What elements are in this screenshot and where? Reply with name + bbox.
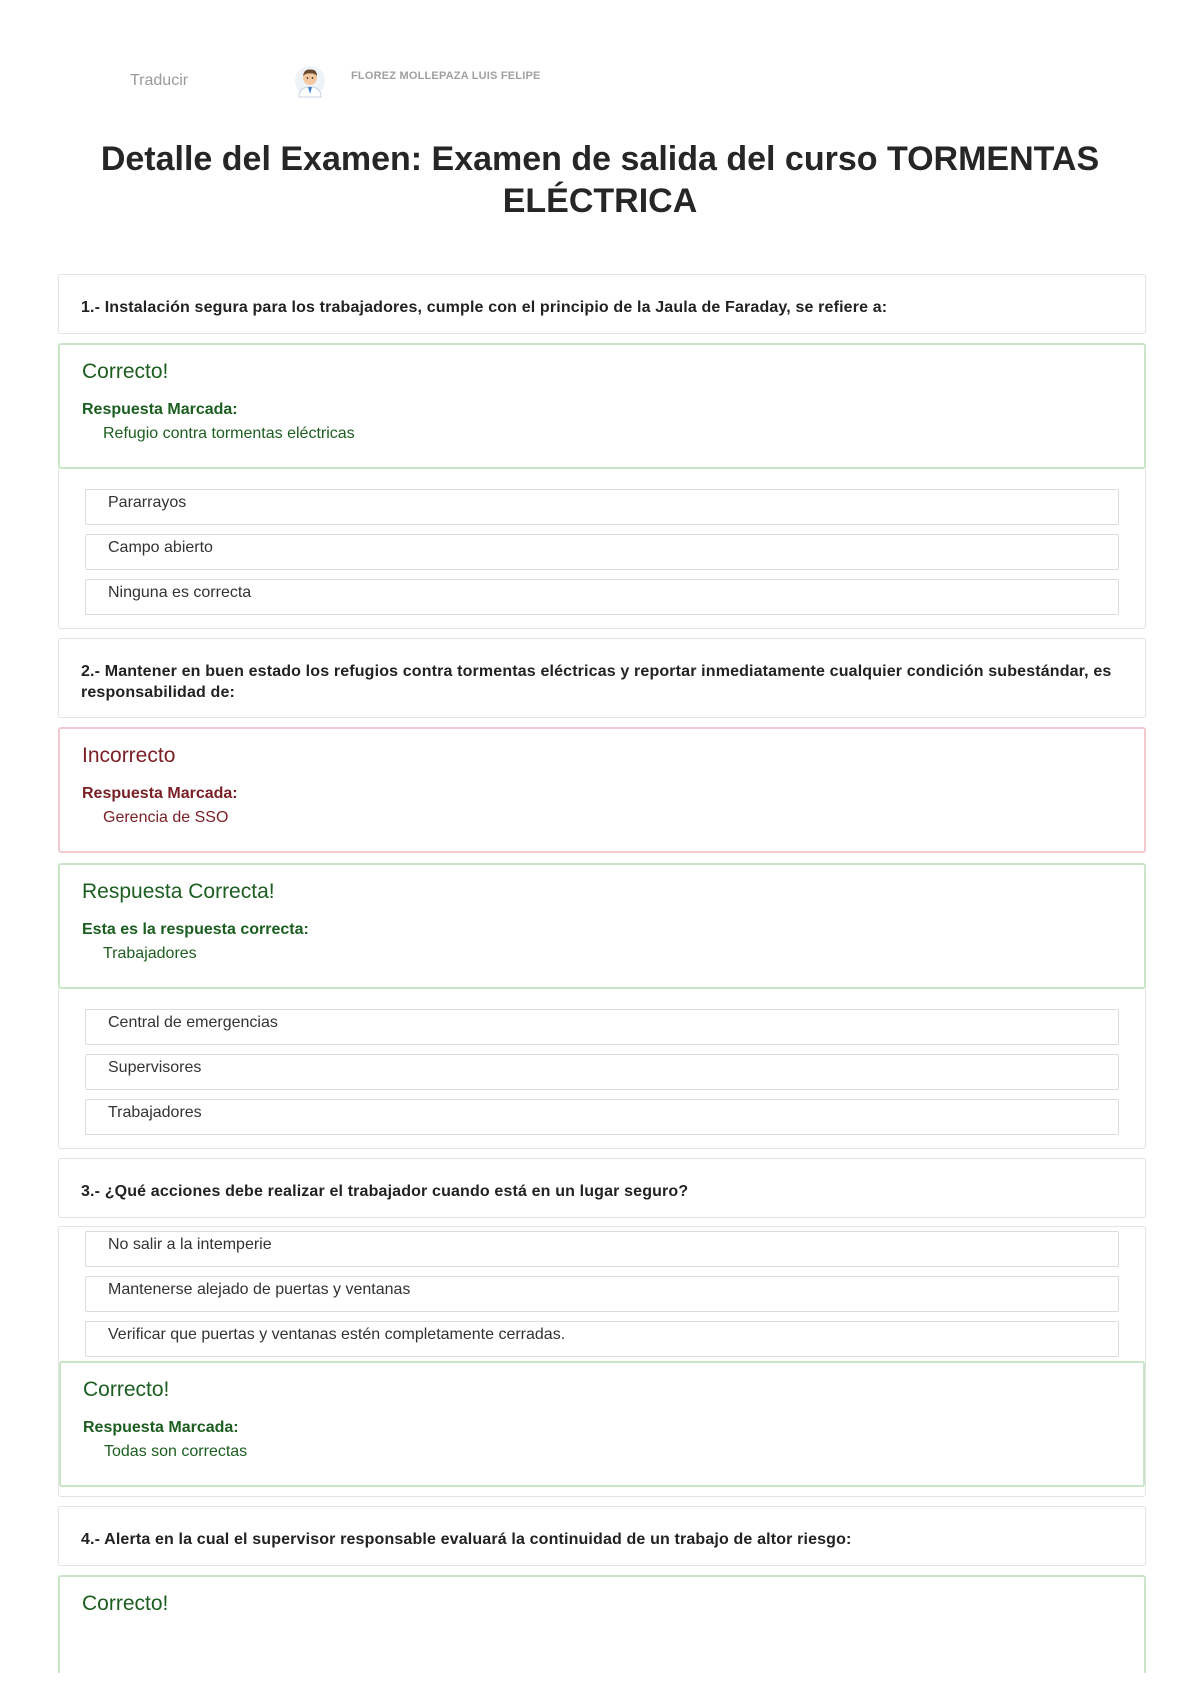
question-3-text: 3.- ¿Qué acciones debe realizar el trabajador cuando está en un lugar seguro?: [81, 1183, 689, 1200]
result-title: Correcto!: [82, 1592, 169, 1615]
marked-answer-label: Respuesta Marcada:: [82, 401, 238, 418]
user-name[interactable]: FLOREZ MOLLEPAZA LUIS FELIPE: [351, 70, 541, 82]
question-4-result-correct: [58, 1575, 1146, 1673]
result-title: Correcto!: [82, 360, 169, 383]
option-item[interactable]: Pararrayos: [85, 489, 1119, 525]
question-1-options: [58, 469, 1146, 629]
question-2-result-incorrect: [58, 727, 1146, 853]
correct-answer-label: Esta es la respuesta correcta:: [82, 921, 309, 938]
question-2: [58, 638, 1146, 718]
question-3-options: [58, 1226, 1146, 1497]
question-2-correct-answer: [58, 863, 1146, 989]
question-4: [58, 1506, 1146, 1566]
question-1-result-correct: [58, 343, 1146, 469]
question-3: [58, 1158, 1146, 1218]
option-item[interactable]: Verificar que puertas y ventanas estén completamente cerradas.: [85, 1321, 1119, 1357]
translate-link[interactable]: Traducir: [130, 72, 189, 89]
user-avatar-icon[interactable]: [294, 64, 326, 98]
marked-answer: Todas son correctas: [104, 1443, 248, 1460]
option-item[interactable]: Supervisores: [85, 1054, 1119, 1090]
option-item[interactable]: Mantenerse alejado de puertas y ventanas: [85, 1276, 1119, 1312]
question-2-text: 2.- Mantener en buen estado los refugios contra tormentas eléctricas y reportar inmediatamente cualquier condición subestándar, es responsabilidad de:: [81, 663, 1112, 701]
question-2-options: [58, 989, 1146, 1149]
option-item[interactable]: Ninguna es correcta: [85, 579, 1119, 615]
correct-answer: Trabajadores: [103, 945, 197, 962]
option-item[interactable]: Campo abierto: [85, 534, 1119, 570]
marked-answer-label: Respuesta Marcada:: [83, 1419, 239, 1436]
option-item[interactable]: Trabajadores: [85, 1099, 1119, 1135]
question-1: [58, 274, 1146, 334]
marked-answer-label: Respuesta Marcada:: [82, 785, 238, 802]
question-3-result-correct: [59, 1361, 1145, 1487]
exam-detail: [58, 274, 1146, 1673]
page-title: Detalle del Examen: Examen de salida del curso TORMENTAS ELÉCTRICA: [100, 140, 1100, 220]
top-bar: [0, 62, 1200, 102]
question-1-text: 1.- Instalación segura para los trabajadores, cumple con el principio de la Jaula de Faraday, se refiere a:: [81, 299, 888, 316]
marked-answer: Gerencia de SSO: [103, 809, 229, 826]
result-title: Correcto!: [83, 1378, 170, 1401]
option-item[interactable]: No salir a la intemperie: [85, 1231, 1119, 1267]
question-4-text: 4.- Alerta en la cual el supervisor responsable evaluará la continuidad de un trabajo de altor riesgo:: [81, 1531, 852, 1548]
option-item[interactable]: Central de emergencias: [85, 1009, 1119, 1045]
result-title: Incorrecto: [82, 744, 176, 767]
correct-answer-title: Respuesta Correcta!: [82, 880, 275, 903]
marked-answer: Refugio contra tormentas eléctricas: [103, 425, 355, 442]
